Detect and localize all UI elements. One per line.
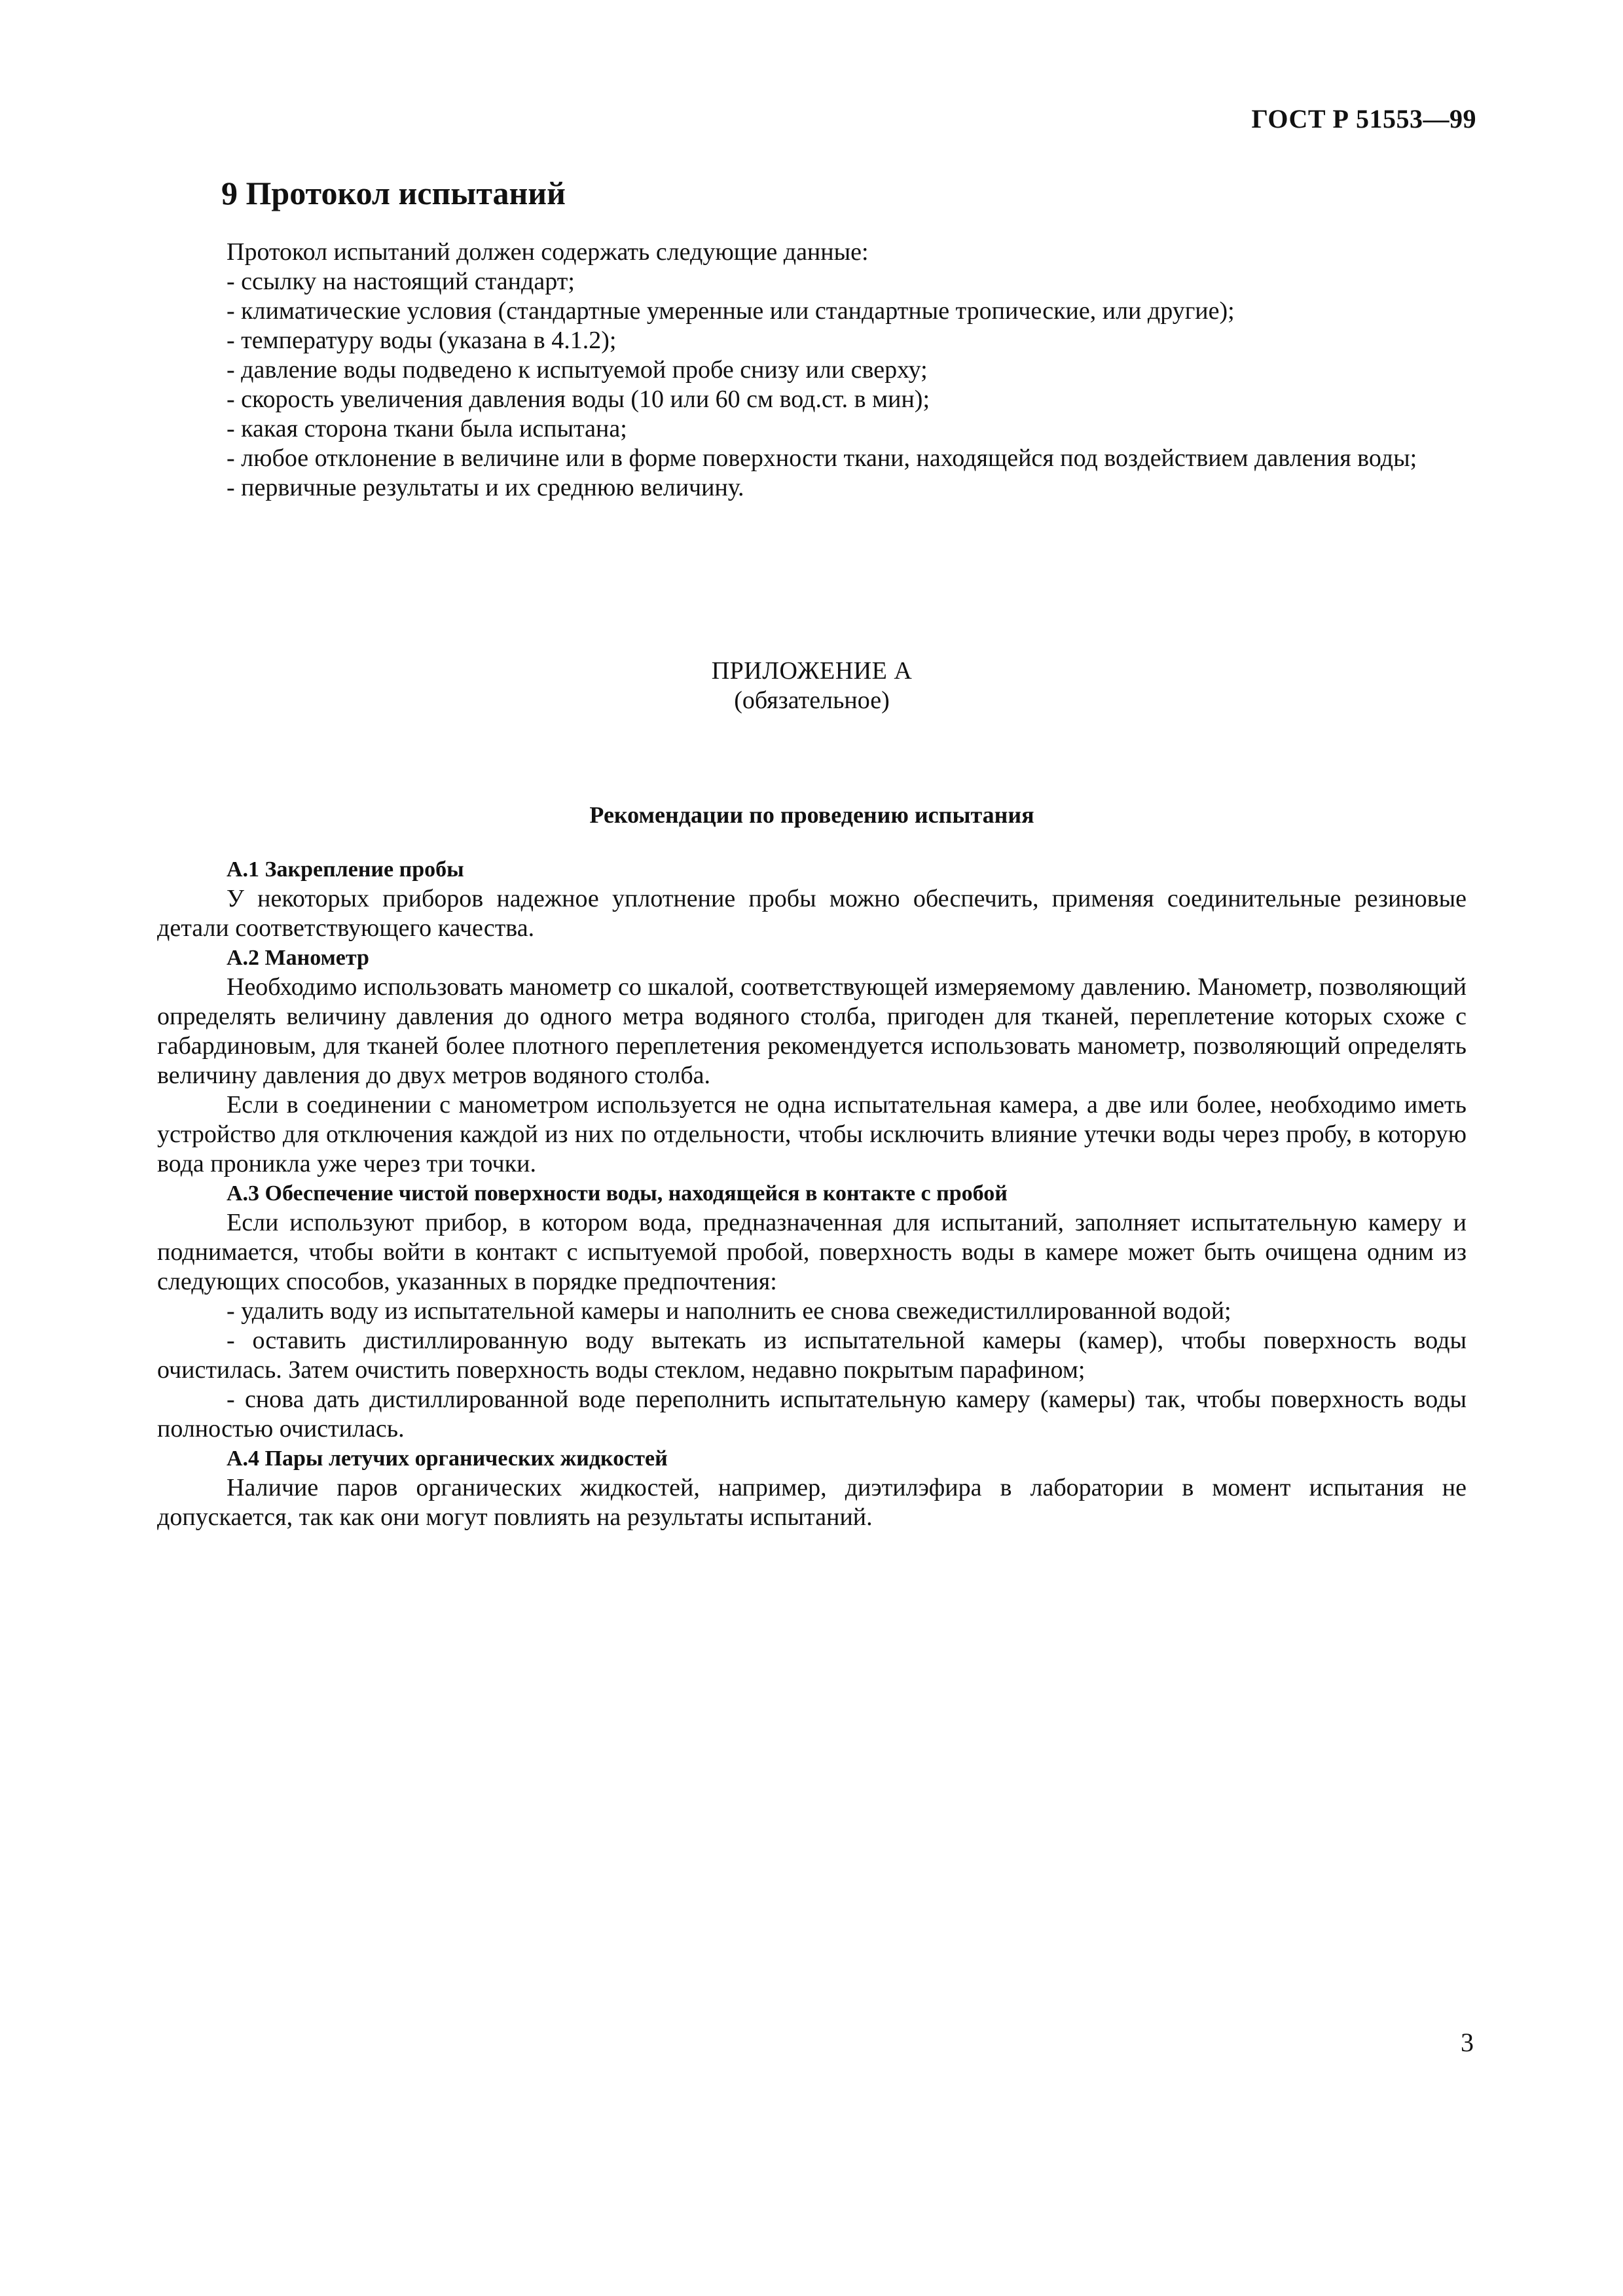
spacer [157, 503, 1467, 656]
appendix-subtitle: (обязательное) [734, 687, 890, 714]
subsection-title-a1: А.1 Закрепление пробы [227, 857, 464, 882]
list-item: - климатические условия (стандартные умеренные или стандартные тропические, или другие); [227, 297, 1235, 325]
subsection-title-a4: А.4 Пары летучих органических жидкостей [227, 1446, 668, 1471]
list-item: - какая сторона ткани была испытана; [227, 415, 627, 442]
list-item: - удалить воду из испытательной камеры и наполнить ее снова свежедистиллированной водой; [227, 1297, 1231, 1325]
subsection-title-a2: А.2 Манометр [227, 946, 369, 970]
paragraph: Если используют прибор, в котором вода, предназначенная для испытаний, заполняет испытательную камеру и поднимается, чтобы войти в контакт с испытуемой пробой, поверхность воды в камере может быть очищена одним из следующих способов, указанных в порядке предпочтения: [157, 1209, 1467, 1295]
list-item: - любое отклонение в величине или в форме поверхности ткани, находящейся под воздействием давления воды; [227, 444, 1417, 472]
section-title: 9 Протокол испытаний [221, 175, 566, 211]
page-content [157, 173, 1467, 1532]
document-code: ГОСТ Р 51553—99 [1251, 104, 1476, 134]
list-item: - оставить дистиллированную воду вытекать из испытательной камеры (камер), чтобы поверхность воды очистилась. Затем очистить поверхность воды стеклом, недавно покрытым парафином; [157, 1327, 1467, 1384]
paragraph: Необходимо использовать манометр со шкалой, соответствующей измеряемому давлению. Манометр, позволяющий определять величину давления до одного метра водяного столба, пригоден для тканей, переплетение которых схоже с габардиновым, для тканей более плотного переплетения рекомендуется использовать манометр, позволяющий определять величину давления до двух метров водяного столба. [157, 973, 1467, 1089]
list-item: - температуру воды (указана в 4.1.2); [227, 327, 617, 354]
list-item: - скорость увеличения давления воды (10 или 60 см вод.ст. в мин); [227, 386, 930, 413]
list-item: - давление воды подведено к испытуемой пробе снизу или сверху; [227, 356, 928, 384]
list-item: - снова дать дистиллированной воде переполнить испытательную камеру (камеры) так, чтобы поверхность воды полностью очистилась. [157, 1386, 1467, 1443]
paragraph: Если в соединении с манометром используется не одна испытательная камера, а две или более, необходимо иметь устройство для отключения каждой из них по отдельности, чтобы исключить влияние утечки воды через пробу, в которую вода проникла уже через три точки. [157, 1091, 1467, 1177]
paragraph: Наличие паров органических жидкостей, например, диэтилэфира в лаборатории в момент испытания не допускается, так как они могут повлиять на результаты испытаний. [157, 1474, 1467, 1531]
spacer [157, 715, 1467, 800]
subsection-title-a3: А.3 Обеспечение чистой поверхности воды, находящейся в контакте с пробой [227, 1181, 1008, 1206]
page-number: 3 [1461, 2028, 1474, 2057]
appendix-heading: Рекомендации по проведению испытания [589, 802, 1034, 828]
list-item: - ссылку на настоящий стандарт; [227, 268, 575, 295]
paragraph: У некоторых приборов надежное уплотнение пробы можно обеспечить, применяя соединительные резиновые детали соответствующего качества. [157, 885, 1467, 942]
section-intro: Протокол испытаний должен содержать следующие данные: [227, 238, 869, 266]
appendix-title: ПРИЛОЖЕНИЕ А [711, 657, 913, 685]
list-item: - первичные результаты и их среднюю величину. [227, 474, 744, 501]
